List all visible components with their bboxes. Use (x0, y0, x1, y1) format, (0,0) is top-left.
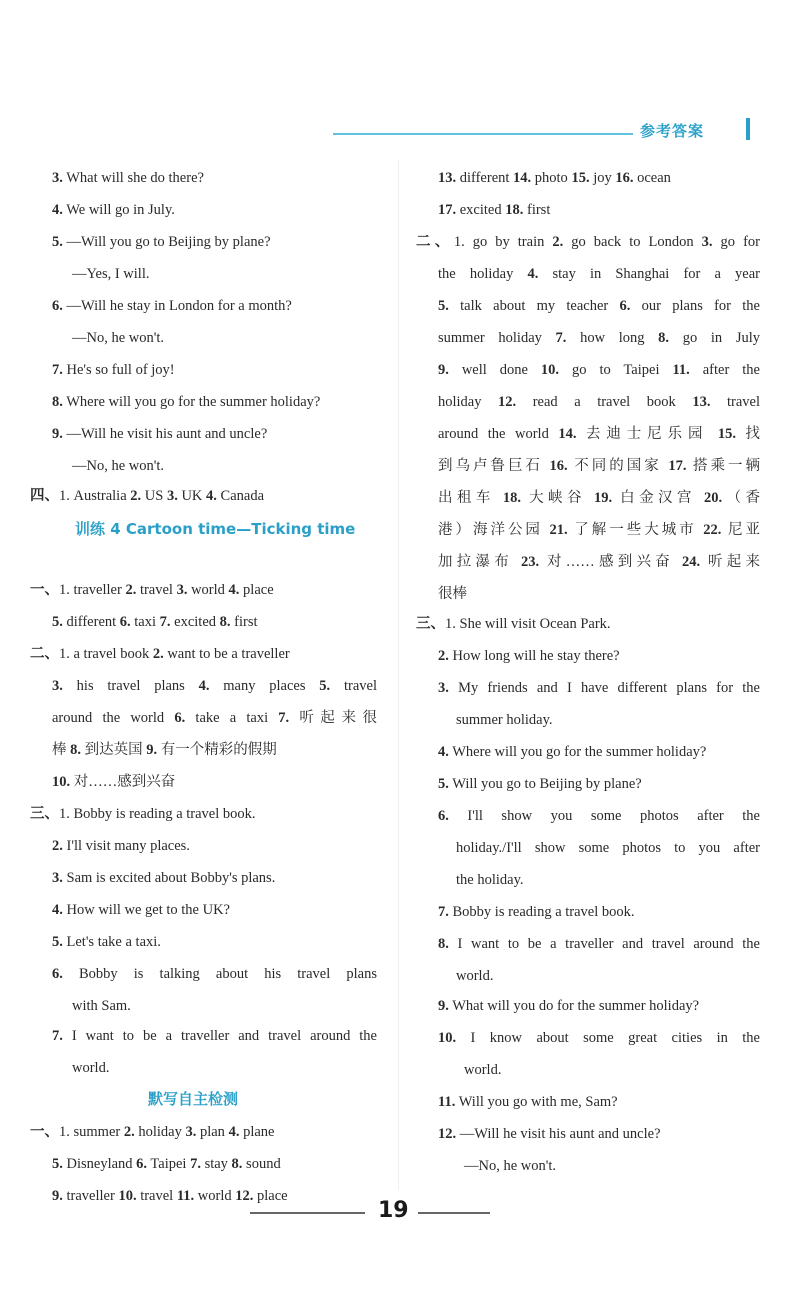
header-line (333, 133, 633, 135)
left-answer-line: 7. I want to be a traveller and travel around the (52, 1028, 377, 1044)
left-answer-line: 5. Let's take a taxi. (52, 934, 161, 950)
left-answer-line: —No, he won't. (72, 330, 165, 346)
left-answer-line: 一、1. summer 2. holiday 3. plan 4. plane (30, 1124, 275, 1140)
left-answer-line: 棒 8. 到达英国 9. 有一个精彩的假期 (52, 742, 277, 758)
left-answer-line: 10. 对……感到兴奋 (52, 774, 176, 790)
left-answer-line: 四、1. Australia 2. US 3. UK 4. Canada (30, 488, 265, 504)
right-answer-line: 7. Bobby is reading a travel book. (438, 904, 635, 920)
header-title: 参考答案 (640, 122, 705, 140)
left-answer-line: 9. traveller 10. travel 11. world 12. place (52, 1188, 288, 1204)
left-answer-line: 5. Disneyland 6. Taipei 7. stay 8. sound (52, 1156, 281, 1172)
right-answer-line: summer holiday 7. how long 8. go in July (438, 330, 760, 346)
left-answer-line: 2. I'll visit many places. (52, 838, 190, 854)
section-heading: 默写自主检测 (148, 1090, 239, 1108)
right-answer-line: 出租车 18. 大峡谷 19. 白金汉宫 20.（香 (438, 490, 761, 506)
column-divider (398, 160, 399, 1190)
page-line-right (418, 1212, 490, 1214)
right-answer-line: holiday./I'll show some photos to you after (456, 840, 760, 856)
left-answer-line: world. (72, 1060, 110, 1076)
left-answer-line: 三、1. Bobby is reading a travel book. (30, 806, 256, 822)
left-answer-line: 3. What will she do there? (52, 170, 204, 186)
header-bar (746, 118, 750, 140)
left-answer-line: 一、1. traveller 2. travel 3. world 4. place (30, 582, 274, 598)
right-answer-line: the holiday 4. stay in Shanghai for a year (438, 266, 760, 282)
right-answer-line: 8. I want to be a traveller and travel around the (438, 936, 760, 952)
page-number: 19 (378, 1198, 409, 1223)
left-answer-line: with Sam. (72, 998, 131, 1014)
left-answer-line: —No, he won't. (72, 458, 165, 474)
right-answer-line: 很棒 (438, 586, 467, 602)
left-answer-line: 7. He's so full of joy! (52, 362, 175, 378)
right-answer-line: 5. Will you go to Beijing by plane? (438, 776, 642, 792)
right-answer-line: world. (464, 1062, 502, 1078)
left-answer-line: 6. Bobby is talking about his travel plans (52, 966, 377, 982)
right-answer-line: 到乌卢鲁巨石 16. 不同的国家 17. 搭乘一辆 (438, 458, 761, 474)
left-answer-line: 5. —Will you go to Beijing by plane? (52, 234, 271, 250)
right-answer-line: 港）海洋公园 21. 了解一些大城市 22. 尼亚 (438, 522, 761, 538)
left-answer-line: 3. his travel plans 4. many places 5. travel (52, 678, 377, 694)
right-answer-line: 10. I know about some great cities in the (438, 1030, 760, 1046)
right-answer-line: around the world 14. 去迪士尼乐园 15. 找 (438, 426, 760, 442)
right-answer-line: 5. talk about my teacher 6. our plans for the (438, 298, 760, 314)
left-answer-line: 8. Where will you go for the summer holiday? (52, 394, 321, 410)
left-answer-line: 6. —Will he stay in London for a month? (52, 298, 292, 314)
section-heading: 训练 4 Cartoon time—Ticking time (75, 520, 356, 538)
right-answer-line: 9. What will you do for the summer holiday? (438, 998, 700, 1014)
right-answer-line: 13. different 14. photo 15. joy 16. ocean (438, 170, 671, 186)
left-answer-line: around the world 6. take a taxi 7. 听起来很 (52, 710, 377, 726)
right-answer-line: summer holiday. (456, 712, 553, 728)
right-answer-line: the holiday. (456, 872, 524, 888)
left-answer-line: —Yes, I will. (72, 266, 150, 282)
right-answer-line: 4. Where will you go for the summer holiday? (438, 744, 707, 760)
right-answer-line: 17. excited 18. first (438, 202, 551, 218)
right-answer-line: 2. How long will he stay there? (438, 648, 620, 664)
right-answer-line: 三、1. She will visit Ocean Park. (416, 616, 611, 632)
right-answer-line: holiday 12. read a travel book 13. travel (438, 394, 760, 410)
left-answer-line: 3. Sam is excited about Bobby's plans. (52, 870, 276, 886)
right-answer-line: 二、1. go by train 2. go back to London 3. go for (416, 234, 760, 250)
page-line-left (250, 1212, 365, 1214)
left-answer-line: 二、1. a travel book 2. want to be a traveller (30, 646, 290, 662)
right-answer-line: 12. —Will he visit his aunt and uncle? (438, 1126, 661, 1142)
right-answer-line: 11. Will you go with me, Sam? (438, 1094, 618, 1110)
right-answer-line: 加拉瀑布 23. 对……感到兴奋 24. 听起来 (438, 554, 760, 570)
left-answer-line: 4. We will go in July. (52, 202, 175, 218)
right-answer-line: 9. well done 10. go to Taipei 11. after the (438, 362, 760, 378)
right-answer-line: world. (456, 968, 494, 984)
left-answer-line: 5. different 6. taxi 7. excited 8. first (52, 614, 258, 630)
left-answer-line: 4. How will we get to the UK? (52, 902, 230, 918)
right-answer-line: —No, he won't. (464, 1158, 557, 1174)
left-answer-line: 9. —Will he visit his aunt and uncle? (52, 426, 268, 442)
right-answer-line: 3. My friends and I have different plans for the (438, 680, 760, 696)
right-answer-line: 6. I'll show you some photos after the (438, 808, 760, 824)
